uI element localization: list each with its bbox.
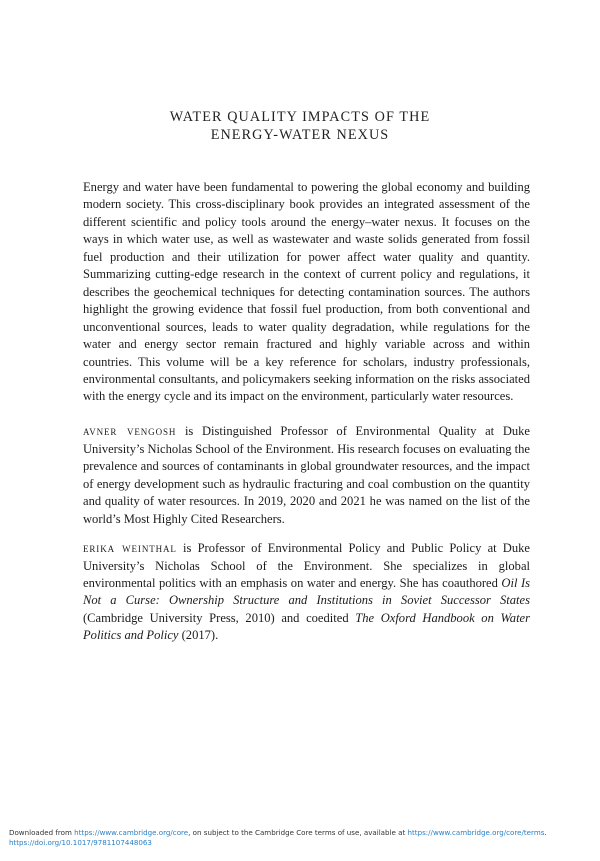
author-bio-vengosh bbox=[83, 423, 530, 528]
book-description: Energy and water have been fundamental to powering the global economy and building modern society. This cross-disciplinary book provides an integrated assessment of the different scientific and policy tools around the energy–water nexus. It focuses on the ways in which water use, as well as wastewater and waste solids generated from fossil fuel production and their utilization for power affect water quality and quantity. Summarizing cutting-edge research in the context of current policy and regulations, it describes the geochemical techniques for detecting contamination sources. The authors highlight the growing evidence that fossil fuel production, from both conventional and unconventional sources, leads to water quality degradation, while regulations for the water and energy sector remain fractured and highly variable across and within countries. This volume will be a key reference for scholars, industry professionals, environmental consultants, and policymakers seeking information on the risks associated with the energy cycle and its impact on the environment, particularly water resources. bbox=[83, 180, 530, 404]
author-bio-text: (2017). bbox=[178, 628, 219, 643]
footer-line-2 bbox=[9, 838, 599, 848]
title-line-1: WATER QUALITY IMPACTS OF THE bbox=[169, 109, 431, 125]
footer-prefix: Downloaded from bbox=[9, 828, 75, 837]
footer-suffix: . bbox=[544, 828, 547, 837]
doi-link[interactable]: https://doi.org/10.1017/9781107448063 bbox=[9, 838, 152, 847]
author-name: avner vengosh bbox=[83, 424, 177, 439]
author-bio-text: (Cambridge University Press, 2010) and coedited bbox=[83, 610, 356, 625]
terms-link[interactable]: https://www.cambridge.org/core/terms bbox=[407, 828, 545, 837]
page-body bbox=[83, 179, 530, 657]
author-bio-text: is Professor of Environmental Policy and Public Policy at Duke University’s Nicholas School of the Environment. She specializes in global environmental politics with an emphasis on water and energy. She has coauthored bbox=[83, 541, 530, 591]
download-footer bbox=[9, 828, 599, 848]
title-line-2: ENERGY-WATER NEXUS bbox=[210, 127, 390, 143]
book-title-italic: Oil Is Not a Curse: Ownership Structure and Institutions in Soviet Successor States bbox=[83, 576, 531, 608]
author-bio-weinthal bbox=[83, 540, 530, 645]
book-title-italic: The Oxford Handbook on Water Politics and Policy bbox=[83, 610, 531, 643]
footer-line-1 bbox=[9, 828, 599, 838]
footer-middle: , on subject to the Cambridge Core terms of use, available at bbox=[188, 828, 408, 837]
author-name: erika weinthal bbox=[83, 541, 177, 556]
author-bio-text: is Distinguished Professor of Environmental Quality at Duke University’s Nicholas School of the Environment. His research focuses on evaluating the prevalence and sources of contaminants in global groundwater resources, and the impact of energy development such as hydraulic fracturing and coal combustion on the quantity and quality of water resources. In 2019, 2020 and 2021 he was named on the list of the world’s Most Highly Cited Researchers. bbox=[83, 424, 530, 526]
book-title bbox=[0, 108, 600, 144]
cambridge-core-link[interactable]: https://www.cambridge.org/core bbox=[74, 828, 189, 837]
